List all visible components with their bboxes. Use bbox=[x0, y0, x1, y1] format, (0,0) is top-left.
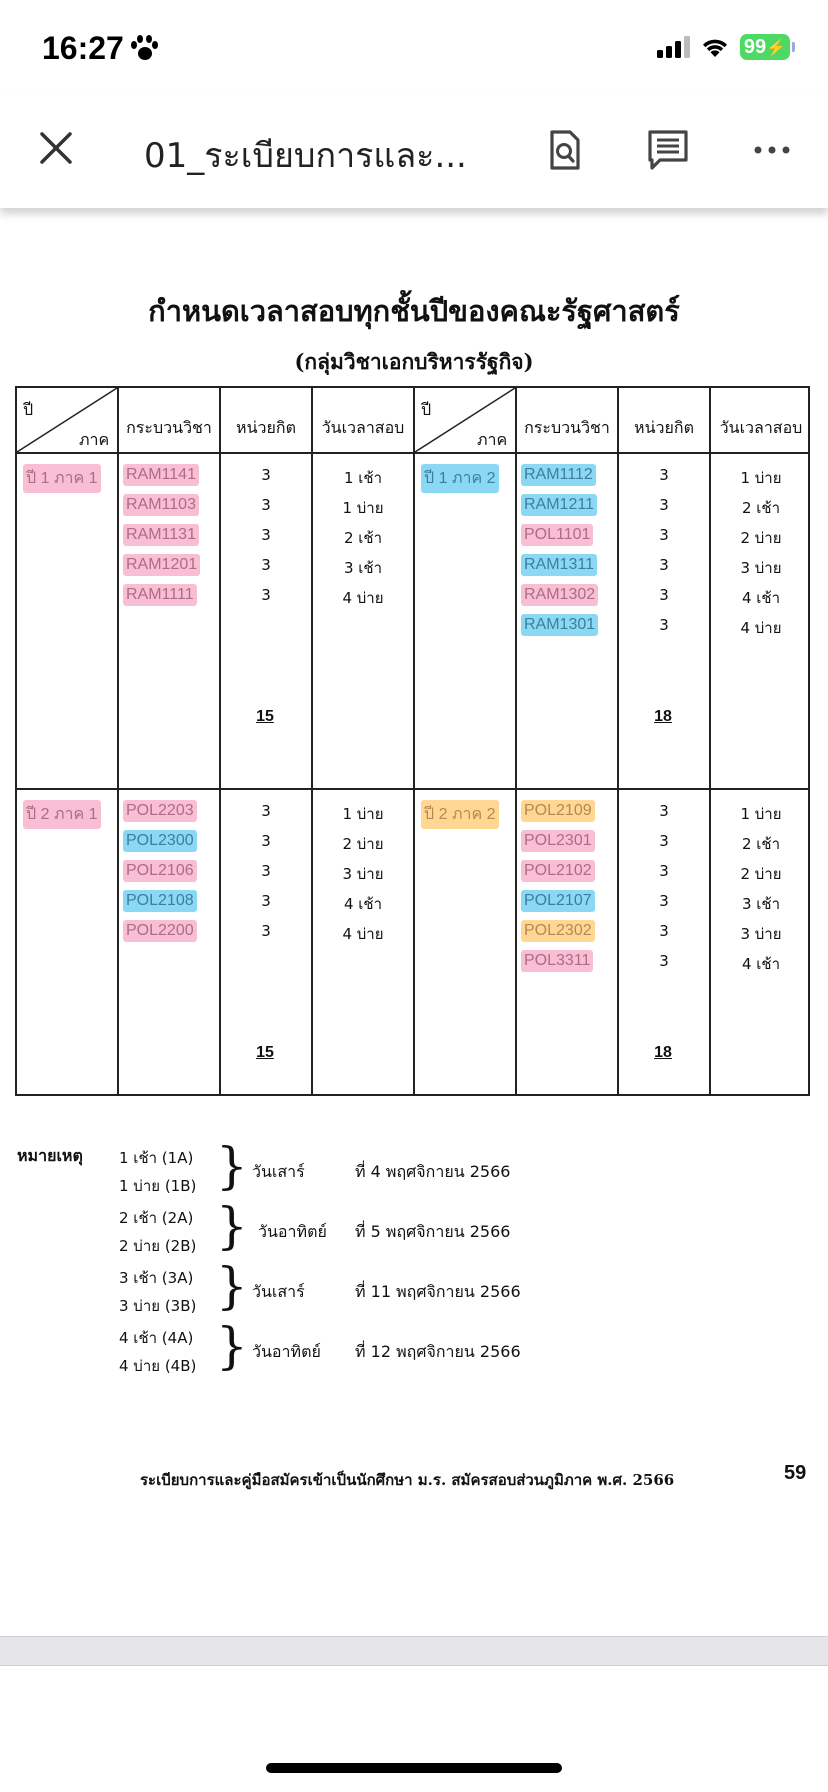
header-credits-2: หน่วยกิต bbox=[634, 418, 694, 437]
header-year-2: ปี bbox=[421, 400, 432, 419]
exam-cell: 4 เช้า bbox=[343, 895, 383, 913]
note-code: 4 เช้า (4A) bbox=[119, 1329, 194, 1347]
exam-cell: 1 บ่าย bbox=[342, 805, 384, 823]
credits-total: 15 bbox=[256, 1044, 274, 1061]
wifi-icon bbox=[700, 35, 730, 59]
exam-cell: 2 เช้า bbox=[343, 529, 383, 547]
exam-cell: 2 บ่าย bbox=[740, 865, 782, 883]
document-title: 01_ระเบียบการและ... bbox=[144, 136, 467, 176]
note-day: วันเสาร์ bbox=[252, 1282, 305, 1301]
course-code: RAM1131 bbox=[123, 524, 199, 546]
note-date: ที่ 5 พฤศจิกายน 2566 bbox=[355, 1222, 511, 1241]
clock: 16:27 bbox=[42, 30, 124, 66]
course-code: RAM1141 bbox=[123, 464, 199, 486]
course-code: RAM1111 bbox=[123, 584, 197, 606]
battery-indicator: 99⚡ bbox=[740, 34, 790, 60]
more-options-icon[interactable] bbox=[748, 126, 796, 174]
exam-cell: 3 เช้า bbox=[343, 559, 383, 577]
notes-label: หมายเหตุ bbox=[17, 1146, 83, 1165]
credits-total: 18 bbox=[654, 1044, 672, 1061]
cellular-signal-icon bbox=[657, 36, 690, 58]
course-code: POL2300 bbox=[123, 830, 197, 852]
note-code: 2 บ่าย (2B) bbox=[119, 1237, 197, 1255]
exam-cell: 4 เช้า bbox=[741, 955, 781, 973]
credits-cell: 3 bbox=[261, 496, 271, 514]
credits-cell: 3 bbox=[659, 466, 669, 484]
course-code: RAM1302 bbox=[521, 584, 598, 606]
course-code: POL1101 bbox=[521, 524, 593, 546]
credits-cell: 3 bbox=[261, 556, 271, 574]
block-label: ปี 2 ภาค 1 bbox=[23, 800, 101, 829]
header-year: ปี bbox=[23, 400, 34, 419]
course-code: POL2107 bbox=[521, 890, 595, 912]
page-footer: ระเบียบการและคู่มือสมัครเข้าเป็นนักศึกษา ม.ร. สมัครสอบส่วนภูมิภาค พ.ศ. 2566 bbox=[140, 1471, 675, 1489]
credits-cell: 3 bbox=[659, 892, 669, 910]
note-code: 3 เช้า (3A) bbox=[119, 1269, 194, 1287]
exam-schedule-table bbox=[15, 386, 810, 1096]
exam-cell: 1 บ่าย bbox=[342, 499, 384, 517]
document-page[interactable] bbox=[0, 208, 828, 1636]
header-credits: หน่วยกิต bbox=[236, 418, 296, 437]
course-code: POL2106 bbox=[123, 860, 197, 882]
credits-cell: 3 bbox=[659, 952, 669, 970]
course-code: RAM1201 bbox=[123, 554, 200, 576]
credits-cell: 3 bbox=[659, 526, 669, 544]
course-code: POL2200 bbox=[123, 920, 197, 942]
app-bar bbox=[0, 92, 828, 208]
block-label: ปี 2 ภาค 2 bbox=[421, 800, 499, 829]
page-separator bbox=[0, 1636, 828, 1666]
block-label: ปี 1 ภาค 1 bbox=[23, 464, 101, 493]
page-subheading: (กลุ่มวิชาเอกบริหารรัฐกิจ) bbox=[294, 349, 534, 374]
exam-cell: 2 เช้า bbox=[741, 499, 781, 517]
credits-cell: 3 bbox=[659, 832, 669, 850]
credits-cell: 3 bbox=[261, 922, 271, 940]
credits-cell: 3 bbox=[659, 556, 669, 574]
exam-cell: 4 เช้า bbox=[741, 589, 781, 607]
note-code: 1 เช้า (1A) bbox=[119, 1149, 194, 1167]
credits-total: 18 bbox=[654, 708, 672, 725]
header-course: กระบวนวิชา bbox=[126, 418, 212, 437]
header-term: ภาค bbox=[79, 430, 110, 449]
course-code: POL2109 bbox=[521, 800, 595, 822]
credits-cell: 3 bbox=[261, 832, 271, 850]
credits-cell: 3 bbox=[659, 616, 669, 634]
page-number: 59 bbox=[784, 1462, 807, 1484]
header-exam-time-2: วันเวลาสอบ bbox=[719, 418, 803, 437]
credits-cell: 3 bbox=[261, 586, 271, 604]
status-indicators bbox=[657, 34, 790, 60]
credits-cell: 3 bbox=[659, 922, 669, 940]
credits-total: 15 bbox=[256, 708, 274, 725]
brace-icon: } bbox=[216, 1317, 248, 1375]
credits-cell: 3 bbox=[659, 586, 669, 604]
close-icon[interactable] bbox=[34, 126, 78, 170]
exam-cell: 3 บ่าย bbox=[740, 559, 782, 577]
home-indicator[interactable] bbox=[266, 1763, 562, 1773]
course-code: RAM1211 bbox=[521, 494, 597, 516]
note-code: 3 บ่าย (3B) bbox=[119, 1297, 197, 1315]
credits-cell: 3 bbox=[659, 862, 669, 880]
course-code: POL2108 bbox=[123, 890, 197, 912]
status-time bbox=[42, 30, 160, 67]
block-label: ปี 1 ภาค 2 bbox=[421, 464, 499, 493]
exam-cell: 4 บ่าย bbox=[740, 619, 782, 637]
note-day: วันเสาร์ bbox=[252, 1162, 305, 1181]
note-date: ที่ 11 พฤศจิกายน 2566 bbox=[355, 1282, 521, 1301]
course-code: POL2302 bbox=[521, 920, 595, 942]
page-heading: กำหนดเวลาสอบทุกชั้นปีของคณะรัฐศาสตร์ bbox=[148, 294, 680, 328]
credits-cell: 3 bbox=[659, 496, 669, 514]
exam-cell: 4 บ่าย bbox=[342, 589, 384, 607]
exam-cell: 2 เช้า bbox=[741, 835, 781, 853]
battery-level: 99 bbox=[743, 36, 767, 58]
brace-icon: } bbox=[216, 1257, 248, 1315]
brace-icon: } bbox=[216, 1197, 248, 1255]
exam-cell: 2 บ่าย bbox=[342, 835, 384, 853]
note-day: วันอาทิตย์ bbox=[258, 1222, 327, 1241]
credits-cell: 3 bbox=[261, 466, 271, 484]
paw-icon bbox=[130, 35, 160, 63]
course-code: RAM1311 bbox=[521, 554, 597, 576]
exam-cell: 1 บ่าย bbox=[740, 805, 782, 823]
course-code: POL3311 bbox=[521, 950, 593, 972]
credits-cell: 3 bbox=[659, 802, 669, 820]
course-code: RAM1103 bbox=[123, 494, 199, 516]
course-code: RAM1112 bbox=[521, 464, 596, 486]
exam-cell: 1 เช้า bbox=[343, 469, 383, 487]
exam-cell: 3 บ่าย bbox=[342, 865, 384, 883]
search-document-icon[interactable] bbox=[540, 126, 588, 174]
note-date: ที่ 4 พฤศจิกายน 2566 bbox=[355, 1162, 511, 1181]
exam-cell: 1 บ่าย bbox=[740, 469, 782, 487]
note-date: ที่ 12 พฤศจิกายน 2566 bbox=[355, 1342, 521, 1361]
credits-cell: 3 bbox=[261, 802, 271, 820]
note-code: 4 บ่าย (4B) bbox=[119, 1357, 197, 1375]
credits-cell: 3 bbox=[261, 862, 271, 880]
course-code: POL2301 bbox=[521, 830, 595, 852]
header-term-2: ภาค bbox=[477, 430, 508, 449]
credits-cell: 3 bbox=[261, 892, 271, 910]
exam-cell: 2 บ่าย bbox=[740, 529, 782, 547]
brace-icon: } bbox=[216, 1137, 248, 1195]
exam-cell: 4 บ่าย bbox=[342, 925, 384, 943]
course-code: POL2203 bbox=[123, 800, 197, 822]
comment-icon[interactable] bbox=[644, 126, 692, 174]
header-exam-time: วันเวลาสอบ bbox=[321, 418, 405, 437]
exam-cell: 3 บ่าย bbox=[740, 925, 782, 943]
course-code: RAM1301 bbox=[521, 614, 598, 636]
exam-cell: 3 เช้า bbox=[741, 895, 781, 913]
status-bar bbox=[0, 0, 828, 92]
header-course-2: กระบวนวิชา bbox=[524, 418, 610, 437]
notes-section bbox=[0, 1128, 828, 1388]
note-code: 2 เช้า (2A) bbox=[119, 1209, 194, 1227]
note-code: 1 บ่าย (1B) bbox=[119, 1177, 197, 1195]
credits-cell: 3 bbox=[261, 526, 271, 544]
note-day: วันอาทิตย์ bbox=[252, 1342, 321, 1361]
course-code: POL2102 bbox=[521, 860, 595, 882]
